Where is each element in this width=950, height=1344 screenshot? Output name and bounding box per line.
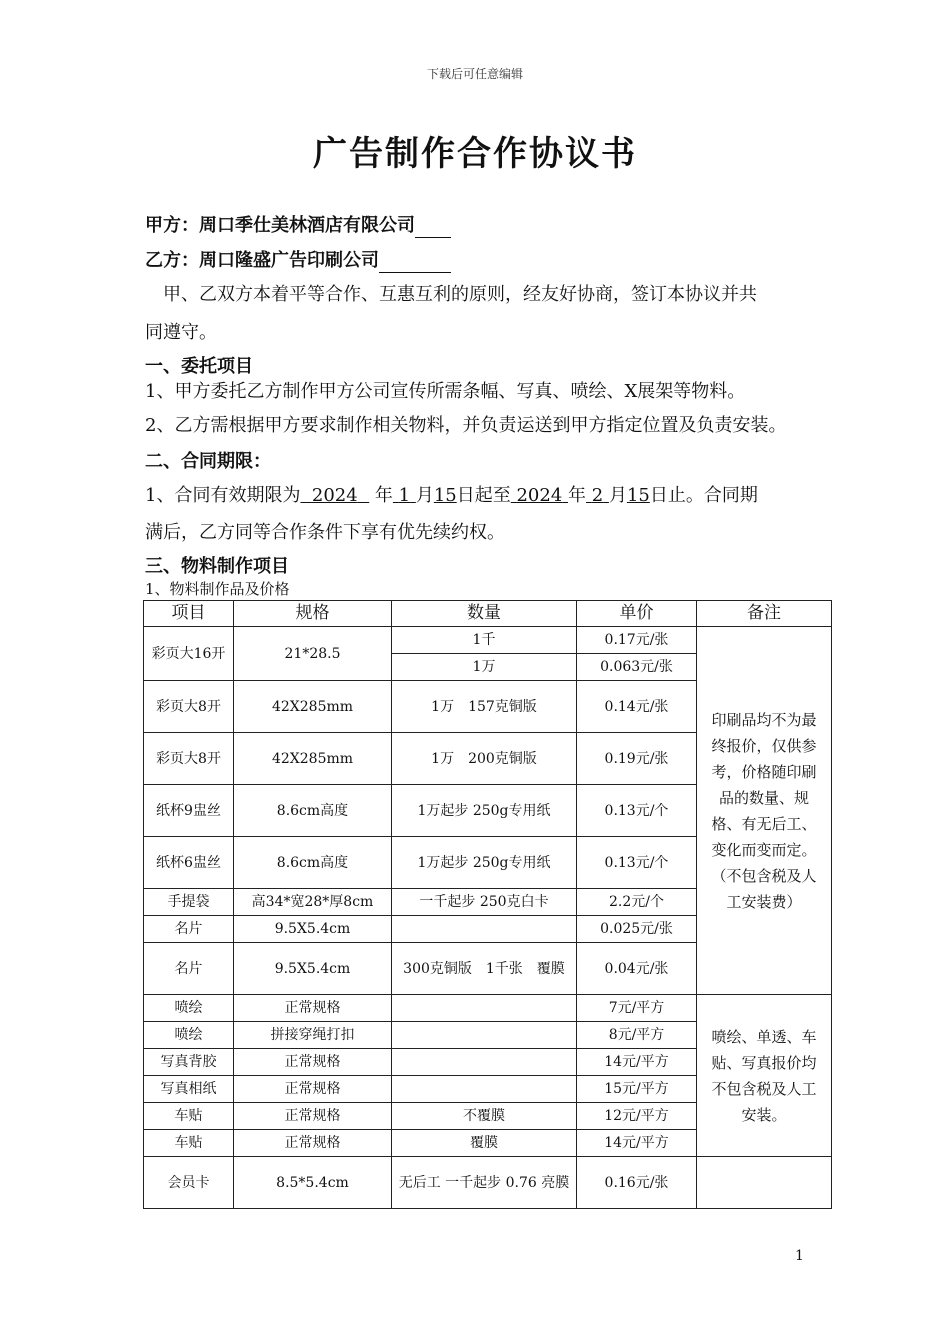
party-b-text: 乙方：周口隆盛广告印刷公司	[145, 250, 379, 271]
cell-item: 名片	[144, 916, 234, 943]
cell-price: 0.17元/张	[577, 627, 697, 654]
cell-item: 车贴	[144, 1130, 234, 1157]
section-1-item-1: 1、甲方委托乙方制作甲方公司宣传所需条幅、写真、喷绘、X展架等物料。	[145, 381, 746, 402]
term-line-1: 1、合同有效期限为 2024 年 1 月15日起至 2024 年 2 月15日止。合同期	[145, 485, 758, 506]
cell-qty: 1万起步 250g专用纸	[392, 837, 577, 889]
cell-item: 写真背胶	[144, 1049, 234, 1076]
header-price: 单价	[577, 601, 697, 627]
table-row	[144, 1157, 832, 1209]
term-start-year: 2024	[311, 485, 358, 506]
cell-note-spray: 喷绘、单透、车贴、写真报价均不包含税及人工安装。	[697, 995, 832, 1157]
cell-spec: 正常规格	[234, 995, 392, 1022]
cell-item: 彩页大16开	[144, 627, 234, 681]
cell-price: 0.13元/个	[577, 837, 697, 889]
cell-spec: 8.5*5.4cm	[234, 1157, 392, 1209]
section-2-title: 二、合同期限：	[145, 451, 271, 472]
header-note: 备注	[697, 601, 832, 627]
cell-qty: 覆膜	[392, 1130, 577, 1157]
cell-spec: 42X285mm	[234, 733, 392, 785]
document-title: 广告制作合作协议书	[313, 134, 637, 174]
term-suffix: 日止。合同期	[649, 485, 758, 506]
header-item: 项目	[144, 601, 234, 627]
header-note: 下载后可任意编辑	[426, 67, 523, 81]
cell-price: 2.2元/个	[577, 889, 697, 916]
cell-qty	[392, 1049, 577, 1076]
cell-spec: 9.5X5.4cm	[234, 916, 392, 943]
cell-price: 12元/平方	[577, 1103, 697, 1130]
cell-qty	[392, 995, 577, 1022]
page-number: 1	[795, 1248, 804, 1264]
term-end-day: 15	[626, 485, 650, 506]
cell-qty: 1万 200克铜版	[392, 733, 577, 785]
party-b-underline	[379, 250, 451, 273]
term-start-month: 1	[398, 485, 411, 506]
intro-line-1: 甲、乙双方本着平等合作、互惠互利的原则，经友好协商，签订本协议并共	[163, 284, 757, 305]
cell-item: 彩页大8开	[144, 733, 234, 785]
cell-qty: 300克铜版 1千张 覆膜	[392, 943, 577, 995]
cell-item: 喷绘	[144, 1022, 234, 1049]
table-caption: 1、物料制作品及价格	[145, 580, 290, 598]
cell-item: 彩页大8开	[144, 681, 234, 733]
cell-spec: 正常规格	[234, 1130, 392, 1157]
term-end-year: 2024	[516, 485, 563, 506]
term-year-label: 年	[374, 485, 393, 506]
table-row	[144, 995, 832, 1022]
cell-price: 0.19元/张	[577, 733, 697, 785]
section-3-title: 三、物料制作项目	[145, 556, 289, 577]
cell-qty: 无后工 一千起步 0.76 亮膜	[392, 1157, 577, 1209]
term-mid: 日起至	[456, 485, 511, 506]
cell-price: 0.14元/张	[577, 681, 697, 733]
cell-price: 8元/平方	[577, 1022, 697, 1049]
party-a-underline	[415, 215, 451, 238]
cell-qty: 不覆膜	[392, 1103, 577, 1130]
cell-item: 纸杯6盅丝	[144, 837, 234, 889]
materials-price-table	[143, 600, 832, 1209]
section-1-item-2: 2、乙方需根据甲方要求制作相关物料，并负责运送到甲方指定位置及负责安装。	[145, 415, 787, 436]
cell-item: 喷绘	[144, 995, 234, 1022]
cell-spec: 8.6cm高度	[234, 837, 392, 889]
table-row	[144, 627, 832, 654]
intro-line-2: 同遵守。	[145, 322, 217, 343]
cell-item: 会员卡	[144, 1157, 234, 1209]
cell-note-print: 印刷品均不为最终报价，仅供参考，价格随印刷品的数量、规格、有无后工、变化而变而定。（不包含税及人工安装费）	[697, 627, 832, 995]
cell-item: 名片	[144, 943, 234, 995]
party-a	[145, 211, 451, 237]
cell-price: 14元/平方	[577, 1130, 697, 1157]
header-qty: 数量	[392, 601, 577, 627]
term-prefix: 1、合同有效期限为	[145, 485, 301, 506]
cell-spec: 42X285mm	[234, 681, 392, 733]
party-a-text: 甲方：周口季仕美林酒店有限公司	[145, 215, 415, 236]
cell-price: 15元/平方	[577, 1076, 697, 1103]
cell-price: 0.025元/张	[577, 916, 697, 943]
cell-spec: 正常规格	[234, 1076, 392, 1103]
cell-qty	[392, 1022, 577, 1049]
cell-price: 0.16元/张	[577, 1157, 697, 1209]
cell-spec: 正常规格	[234, 1049, 392, 1076]
cell-qty: 1千	[392, 627, 577, 654]
cell-price: 14元/平方	[577, 1049, 697, 1076]
term-start-day: 15	[433, 485, 457, 506]
cell-item: 手提袋	[144, 889, 234, 916]
cell-spec: 高34*宽28*厚8cm	[234, 889, 392, 916]
cell-qty: 1万	[392, 654, 577, 681]
cell-item: 纸杯9盅丝	[144, 785, 234, 837]
party-b	[145, 246, 451, 272]
cell-item: 写真相纸	[144, 1076, 234, 1103]
cell-price: 0.063元/张	[577, 654, 697, 681]
section-1-title: 一、委托项目	[145, 356, 253, 377]
header-spec: 规格	[234, 601, 392, 627]
cell-note	[697, 1157, 832, 1209]
cell-spec: 8.6cm高度	[234, 785, 392, 837]
cell-qty	[392, 1076, 577, 1103]
cell-spec: 21*28.5	[234, 627, 392, 681]
cell-qty: 1万 157克铜版	[392, 681, 577, 733]
cell-qty: 一千起步 250克白卡	[392, 889, 577, 916]
cell-price: 0.04元/张	[577, 943, 697, 995]
term-end-month: 2	[591, 485, 604, 506]
cell-price: 0.13元/个	[577, 785, 697, 837]
cell-qty: 1万起步 250g专用纸	[392, 785, 577, 837]
term-line-2: 满后，乙方同等合作条件下享有优先续约权。	[145, 522, 505, 543]
cell-spec: 正常规格	[234, 1103, 392, 1130]
cell-item: 车贴	[144, 1103, 234, 1130]
cell-qty	[392, 916, 577, 943]
cell-spec: 拼接穿绳打扣	[234, 1022, 392, 1049]
cell-price: 7元/平方	[577, 995, 697, 1022]
cell-spec: 9.5X5.4cm	[234, 943, 392, 995]
